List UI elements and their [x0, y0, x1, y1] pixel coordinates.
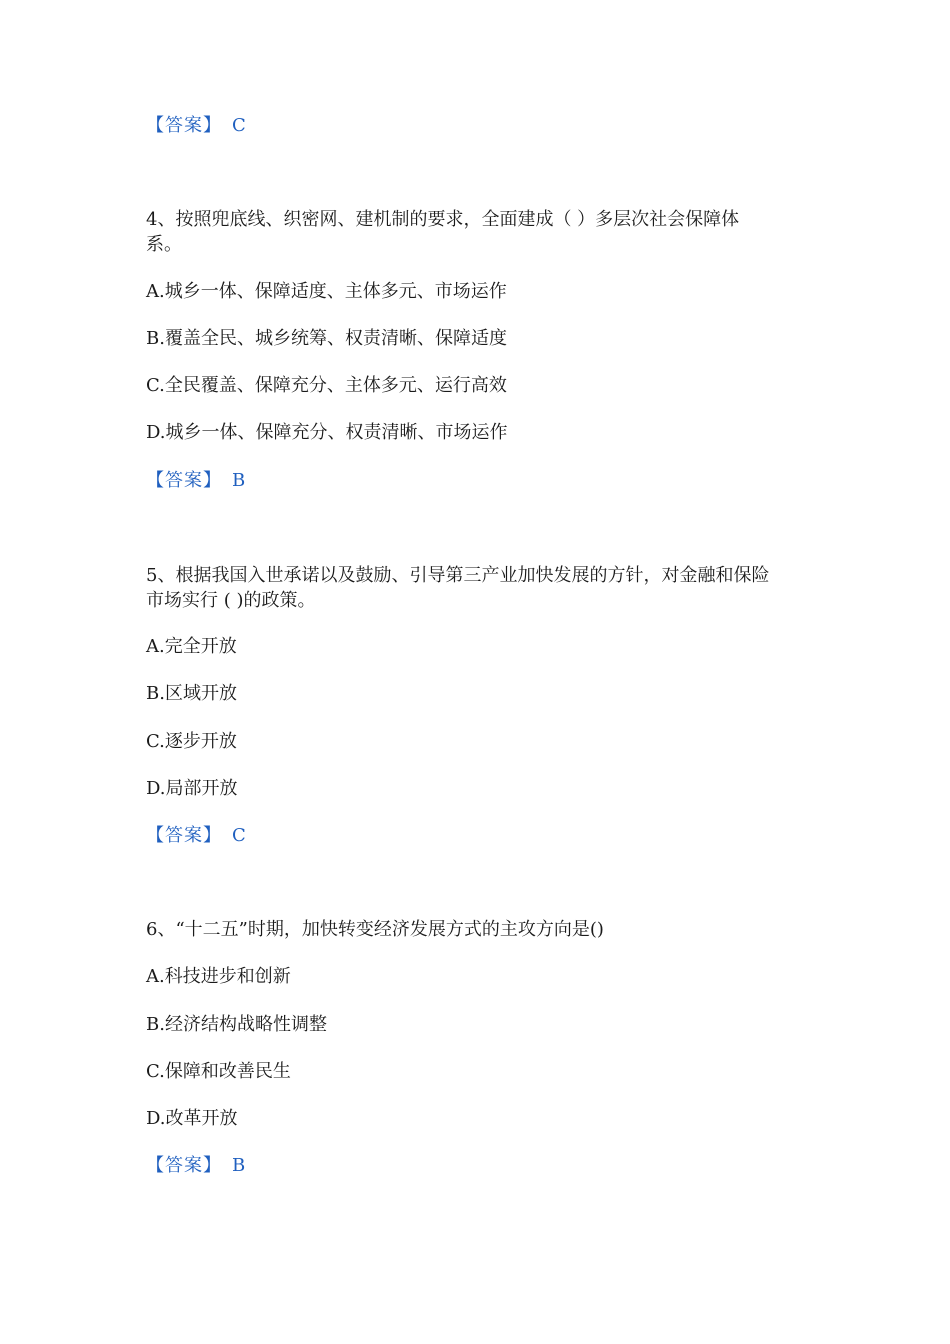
answer-line-q5 — [146, 824, 246, 848]
question-4-stem-line1: 4、按照兜底线、织密网、建机制的要求，全面建成（ ）多层次社会保障体 — [146, 209, 740, 230]
question-6-option-d: D.改革开放 — [146, 1108, 238, 1129]
question-6-option-c: C.保障和改善民生 — [146, 1061, 291, 1082]
answer-value: B — [232, 470, 246, 491]
question-4-option-b: B.覆盖全民、城乡统筹、权责清晰、保障适度 — [146, 328, 507, 349]
answer-line-q6 — [146, 1154, 245, 1178]
question-5-option-d: D.局部开放 — [146, 778, 238, 799]
answer-value: C — [232, 115, 246, 136]
question-5-option-b: B.区域开放 — [146, 683, 237, 704]
answer-line-q4 — [146, 469, 245, 493]
answer-label: 【答案】 — [146, 1155, 222, 1176]
question-4-option-a: A.城乡一体、保障适度、主体多元、市场运作 — [146, 281, 507, 302]
answer-label: 【答案】 — [146, 115, 222, 136]
answer-label: 【答案】 — [146, 470, 222, 491]
answer-value: C — [232, 825, 246, 846]
question-5-option-a: A.完全开放 — [146, 636, 237, 657]
question-4-stem-line2: 系。 — [146, 234, 182, 255]
question-6-option-b: B.经济结构战略性调整 — [146, 1014, 327, 1035]
answer-label: 【答案】 — [146, 825, 222, 846]
question-5-stem-line2: 市场实行 ( )的政策。 — [146, 590, 316, 611]
question-4-option-c: C.全民覆盖、保障充分、主体多元、运行高效 — [146, 375, 507, 396]
question-6-option-a: A.科技进步和创新 — [146, 966, 291, 987]
answer-line-q3 — [146, 114, 246, 138]
question-5-stem-line1: 5、根据我国入世承诺以及鼓励、引导第三产业加快发展的方针，对金融和保险 — [146, 565, 770, 586]
question-6-stem-line1: 6、“十二五”时期，加快转变经济发展方式的主攻方向是() — [146, 919, 604, 940]
question-4-option-d: D.城乡一体、保障充分、权责清晰、市场运作 — [146, 422, 508, 443]
answer-value: B — [232, 1155, 246, 1176]
question-5-option-c: C.逐步开放 — [146, 731, 237, 752]
